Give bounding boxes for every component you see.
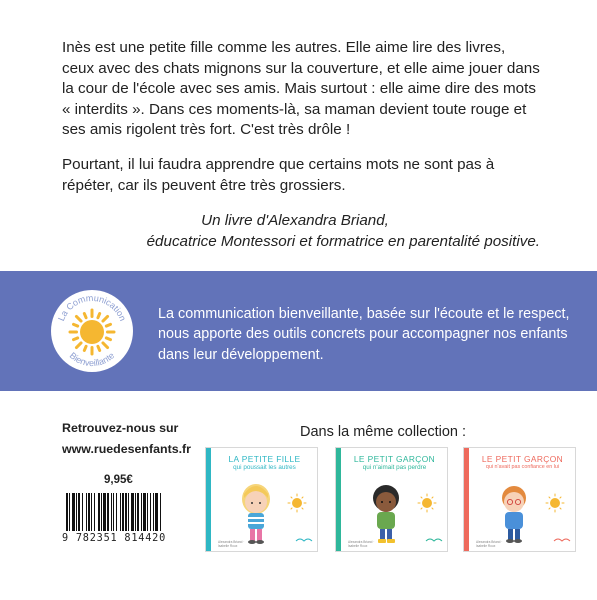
sun-logo-icon [51,290,133,372]
description-paragraph-2: Pourtant, il lui faudra apprendre que certains mots ne sont pas à répéter, car ils peuvent être très grossiers. [62,155,495,194]
barcode-bar [88,493,90,531]
barcode-bar [120,493,121,531]
badge-arc-bottom: Bienveillante [67,350,117,369]
author-line-2: éducatrice Montessori et formatrice en parentalité positive. [146,232,540,250]
barcode-bar [125,493,127,531]
book-title: LA PETITE FILLE [228,454,301,464]
barcode-bar [128,493,129,531]
price-label: 9,95€ [104,474,133,486]
sun-ray [98,346,100,350]
barcode-bar [103,493,106,531]
band-text: La communication bienveillante, basée sur l'écoute et le respect, nous apporte des outils concrets pour accompagner nos enfants dans leur développement. [158,306,570,363]
badge-arc-top: La Communication [56,292,128,323]
website-link[interactable]: www.ruedesenfants.fr [62,442,191,456]
sun-ray [106,324,110,326]
boy-glasses-illustration [464,448,576,552]
sun-ray [84,346,86,350]
barcode-bar [131,493,134,531]
barcode-bar [153,493,154,531]
barcode-bar [82,493,83,531]
barcode-bar [143,493,146,531]
collection-band [0,271,597,391]
sun-ray [103,316,108,321]
back-cover-description [62,38,540,210]
author-credit [62,211,540,252]
barcode-bar [113,493,114,531]
book-cover-1[interactable] [205,447,318,552]
book-cover-3[interactable] [463,447,576,552]
barcode-bar [78,493,80,531]
sun-ray [103,343,108,348]
sun-ray [106,338,110,340]
book-cover-2[interactable] [335,447,448,552]
barcode-bar [69,493,70,531]
book-subtitle: qui poussait les autres [233,464,296,471]
barcode-bar [86,493,87,531]
barcode-bar [141,493,142,531]
book-credit: Alexandra Briand · Isabelle Roux [348,540,375,548]
description-paragraph-1: Inès est une petite fille comme les autres. Elle aime lire des livres, ceux avec des chats mignons sur la couverture, et elle aime jouer dans la cour de l'école avec ses amis. Mais surtout : elle aime dire des mots « interdits ». Dans ces moments-là, sa maman devient toute rouge et ses amis rigolent très fort. C'est très drôle ! [62,39,540,139]
barcode-bar [107,493,109,531]
book-title: LE PETIT GARÇON [481,454,564,464]
barcode-bar [111,493,112,531]
book-subtitle: qui n'aimait pas perdre [362,464,427,471]
barcode-bar [116,493,117,531]
sun-ray [76,316,81,321]
sun-ray [84,314,86,318]
barcode-bar [101,493,102,531]
barcode-bar [98,493,100,531]
boy-illustration [336,448,448,552]
find-us-label: Retrouvez-nous sur [62,421,179,435]
girl-illustration [206,448,318,552]
barcode-bar [137,493,139,531]
sun-ray [74,324,78,326]
barcode-bar [72,493,75,531]
collection-title: Dans la même collection : [300,424,467,440]
collection-badge [51,290,133,372]
sun-ray [76,343,81,348]
book-subtitle: qui n'avait pas confiance en lui [485,464,560,470]
barcode-bar [91,493,92,531]
barcode [66,493,190,531]
barcode-bar [150,493,151,531]
author-line-1: Un livre d'Alexandra Briand, [201,212,389,229]
contact-info [62,418,191,460]
barcode-bar [135,493,136,531]
barcode-bar [155,493,158,531]
barcode-bar [147,493,148,531]
sun-ray [74,338,78,340]
barcode-bar [76,493,77,531]
sun-ray [98,314,100,318]
barcode-bar [160,493,161,531]
book-credit: Alexandra Briand · Isabelle Roux [218,540,245,548]
barcode-bar [66,493,68,531]
book-credit: Alexandra Briand · Isabelle Roux [476,540,503,548]
barcode-bar [122,493,124,531]
isbn-number: 9 782351 814420 [62,533,167,544]
book-title: LE PETIT GARÇON [353,454,436,464]
barcode-bar [94,493,95,531]
